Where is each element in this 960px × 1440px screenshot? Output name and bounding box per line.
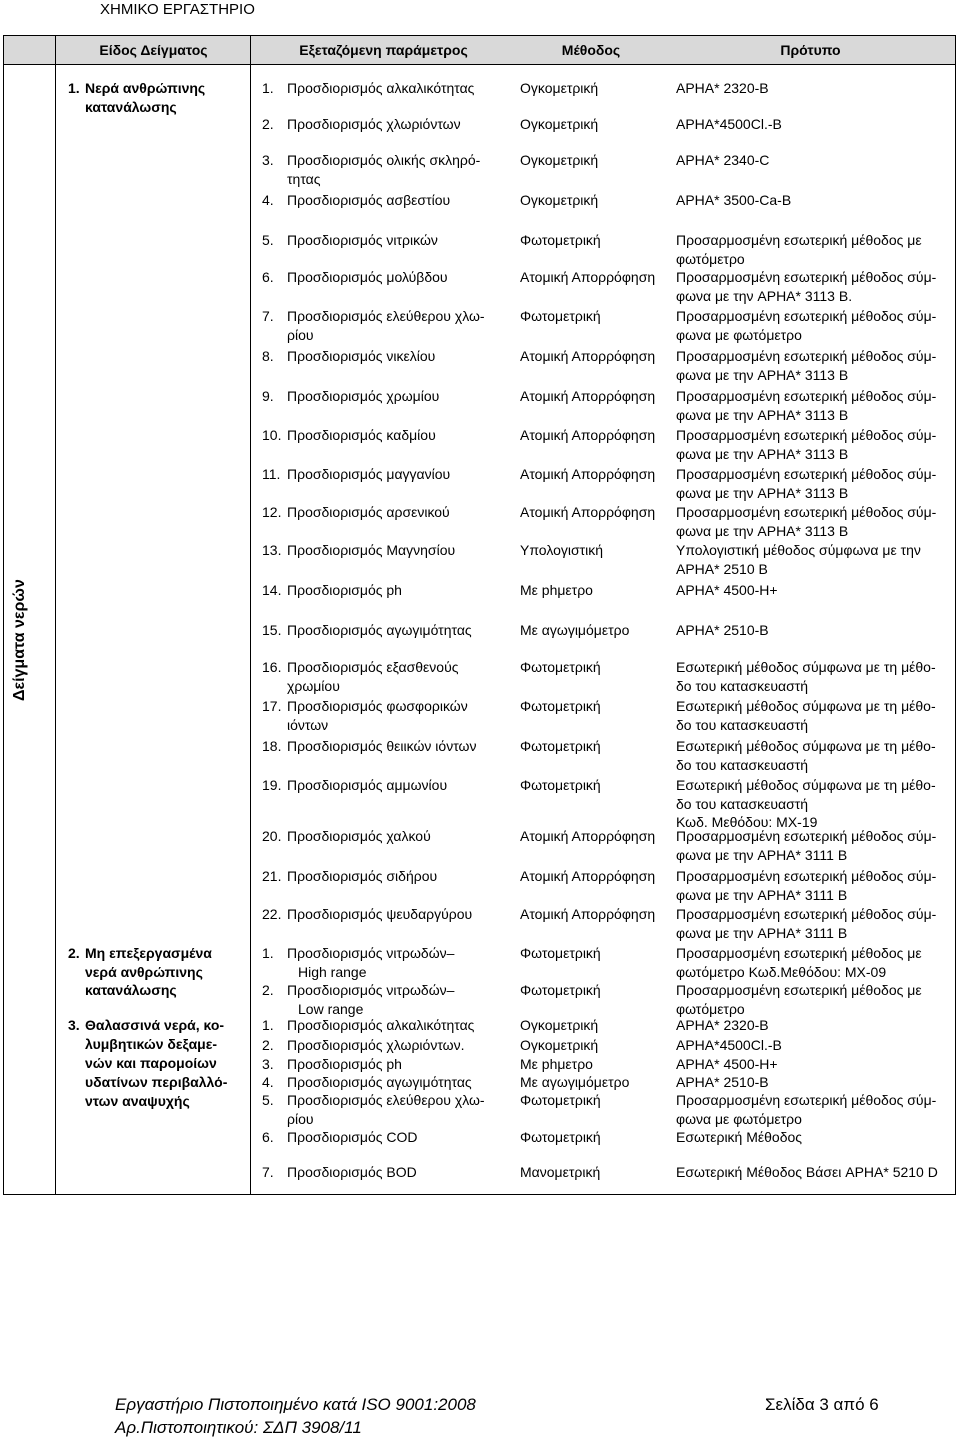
row-number: 10. bbox=[262, 427, 282, 443]
section-number: 2. bbox=[68, 945, 80, 961]
standard-text: δο του κατασκευαστή bbox=[676, 795, 809, 812]
parameter-cell bbox=[287, 151, 480, 188]
row-number: 5. bbox=[262, 232, 274, 248]
row-number: 11. bbox=[262, 466, 281, 482]
table-row bbox=[0, 465, 960, 501]
standard-text: APHA* 4500-H+ bbox=[676, 582, 778, 598]
row-number: 7. bbox=[262, 308, 274, 324]
table-row bbox=[0, 581, 960, 598]
column-header-standard: Πρότυπο bbox=[780, 42, 841, 58]
row-number: 8. bbox=[262, 348, 274, 364]
method-text: Ατομική Απορρόφηση bbox=[520, 466, 656, 482]
standard-text: APHA*4500Cl.-B bbox=[676, 1037, 782, 1053]
parameter-cell bbox=[287, 1016, 474, 1035]
parameter-text: ρίου bbox=[287, 326, 314, 343]
standard-cell bbox=[676, 581, 778, 600]
parameter-cell bbox=[287, 1036, 464, 1055]
parameter-cell bbox=[287, 1128, 418, 1147]
parameter-text: Προσδιορισμός θειικών ιόντων bbox=[287, 738, 477, 754]
table-row bbox=[0, 268, 960, 304]
table-row bbox=[0, 307, 960, 343]
standard-text: φωνα με την APHA* 3111 B bbox=[676, 846, 848, 863]
standard-cell bbox=[676, 307, 936, 344]
parameter-cell bbox=[287, 465, 450, 484]
method-text: Υπολογιστική bbox=[520, 542, 604, 558]
parameter-text: Προσδιορισμός νιτρωδών– bbox=[287, 945, 455, 961]
standard-text: Εσωτερική Μέθοδος bbox=[676, 1129, 803, 1145]
section-title-line: Θαλασσινά νερά, κο- bbox=[85, 1017, 225, 1033]
parameter-cell bbox=[287, 737, 476, 756]
standard-cell bbox=[676, 231, 922, 268]
parameter-cell bbox=[287, 776, 447, 795]
method-text: Φωτομετρική bbox=[520, 308, 601, 324]
table-row bbox=[0, 503, 960, 539]
table-row bbox=[0, 231, 960, 267]
standard-text: φωνα με την APHA* 3113 B. bbox=[676, 287, 853, 304]
standard-text: APHA* 2320-B bbox=[676, 80, 769, 96]
section-title bbox=[85, 1016, 227, 1111]
row-number: 2. bbox=[262, 116, 274, 132]
row-number: 7. bbox=[262, 1164, 274, 1180]
method-text: Με phμετρο bbox=[520, 1056, 593, 1072]
standard-cell bbox=[676, 541, 921, 578]
standard-text: Προσαρμοσμένη εσωτερική μέθοδος σύμ- bbox=[676, 388, 937, 404]
standard-cell bbox=[676, 503, 936, 540]
section-title-line: κατανάλωσης bbox=[85, 982, 177, 998]
row-number: 22. bbox=[262, 906, 282, 922]
parameter-text: Προσδιορισμός χαλκού bbox=[287, 828, 431, 844]
section-title-line: κατανάλωσης bbox=[85, 98, 177, 115]
parameter-text: High range bbox=[298, 963, 367, 980]
method-text: Φωτομετρική bbox=[520, 738, 601, 754]
standard-text: φωνα με την APHA* 3113 B bbox=[676, 366, 849, 383]
table-row bbox=[0, 905, 960, 941]
standard-text: φωνα με την APHA* 3113 B bbox=[676, 406, 849, 423]
parameter-cell bbox=[287, 1163, 417, 1182]
row-number: 2. bbox=[262, 982, 274, 998]
row-number: 18. bbox=[262, 738, 282, 754]
row-number: 4. bbox=[262, 192, 274, 208]
section-title-line: λυμβητικών δεξαμε- bbox=[85, 1036, 218, 1052]
standard-cell bbox=[676, 1055, 778, 1074]
standard-cell bbox=[676, 737, 936, 774]
standard-text: Προσαρμοσμένη εσωτερική μέθοδος σύμ- bbox=[676, 308, 937, 324]
table-row bbox=[0, 776, 960, 830]
section-title bbox=[85, 79, 205, 116]
row-number: 2. bbox=[262, 1037, 274, 1053]
standard-text: Εσωτερική μέθοδος σύμφωνα με τη μέθο- bbox=[676, 777, 936, 793]
standard-cell bbox=[676, 465, 936, 502]
standard-cell bbox=[676, 115, 782, 134]
standard-text: APHA* 3500-Ca-B bbox=[676, 192, 792, 208]
method-text: Ατομική Απορρόφηση bbox=[520, 348, 656, 364]
standard-text: δο του κατασκευαστή bbox=[676, 677, 809, 694]
standard-text: φωτόμετρο bbox=[676, 1000, 745, 1017]
standard-cell bbox=[676, 827, 936, 864]
standard-cell bbox=[676, 905, 936, 942]
parameter-text: Προσδιορισμός σιδήρου bbox=[287, 868, 438, 884]
standard-text: Προσαρμοσμένη εσωτερική μέθοδος σύμ- bbox=[676, 427, 937, 443]
parameter-text: Προσδιορισμός ph bbox=[287, 582, 402, 598]
standard-cell bbox=[676, 268, 936, 305]
standard-text: Προσαρμοσμένη εσωτερική μέθοδος σύμ- bbox=[676, 466, 937, 482]
standard-text: φωνα με φωτόμετρο bbox=[676, 326, 802, 343]
standard-text: APHA* 2320-B bbox=[676, 1017, 769, 1033]
method-text: Μανομετρική bbox=[520, 1164, 601, 1180]
parameter-cell bbox=[287, 1073, 472, 1092]
column-header-method: Μέθοδος bbox=[561, 42, 621, 58]
row-number: 9. bbox=[262, 388, 274, 404]
standard-text: Υπολογιστική μέθοδος σύμφωνα με την bbox=[676, 542, 921, 558]
standard-cell bbox=[676, 1163, 938, 1182]
standard-text: φωνα με την APHA* 3113 B bbox=[676, 445, 849, 462]
table-row bbox=[0, 426, 960, 462]
page-number: Σελίδα 3 από 6 bbox=[765, 1395, 879, 1414]
method-text: Ατομική Απορρόφηση bbox=[520, 504, 656, 520]
method-text: Ατομική Απορρόφηση bbox=[520, 906, 656, 922]
standard-cell bbox=[676, 151, 769, 170]
parameter-cell bbox=[287, 1091, 485, 1128]
row-number: 19. bbox=[262, 777, 282, 793]
method-text: Φωτομετρική bbox=[520, 232, 601, 248]
method-text: Ατομική Απορρόφηση bbox=[520, 868, 656, 884]
standard-cell bbox=[676, 426, 936, 463]
table-row bbox=[0, 658, 960, 694]
column-divider bbox=[250, 36, 251, 1194]
row-number: 20. bbox=[262, 828, 282, 844]
column-header-parameter: Εξεταζόμενη παράμετρος bbox=[299, 42, 468, 58]
standard-text: Εσωτερική μέθοδος σύμφωνα με τη μέθο- bbox=[676, 738, 936, 754]
parameter-text: Προσδιορισμός νιτρικών bbox=[287, 232, 438, 248]
parameter-cell bbox=[287, 697, 468, 734]
parameter-text: Προσδιορισμός χλωριόντων. bbox=[287, 1037, 465, 1053]
footer-certification: Εργαστήριο Πιστοποιημένο κατά ISO 9001:2008 bbox=[115, 1395, 476, 1414]
row-number: 1. bbox=[262, 80, 274, 96]
section-title-line: νών και παρομοίων bbox=[85, 1055, 217, 1071]
table-row bbox=[0, 347, 960, 383]
parameter-cell bbox=[287, 387, 439, 406]
parameter-cell bbox=[287, 268, 448, 287]
table-row bbox=[0, 827, 960, 863]
table-row bbox=[0, 191, 960, 208]
parameter-text: Προσδιορισμός ψευδαργύρου bbox=[287, 906, 473, 922]
parameter-cell bbox=[287, 503, 450, 522]
parameter-text: Low range bbox=[298, 1000, 364, 1017]
row-number: 17. bbox=[262, 698, 282, 714]
table-row bbox=[0, 737, 960, 773]
standard-text: Προσαρμοσμένη εσωτερική μέθοδος με bbox=[676, 945, 922, 961]
method-text: Ογκομετρική bbox=[520, 80, 599, 96]
parameter-text: Προσδιορισμός BOD bbox=[287, 1164, 417, 1180]
method-text: Ατομική Απορρόφηση bbox=[520, 388, 656, 404]
standard-cell bbox=[676, 776, 936, 832]
standard-text: Εσωτερική Μέθοδος Βάσει APHA* 5210 D bbox=[676, 1164, 938, 1180]
row-number: 16. bbox=[262, 659, 282, 675]
standard-text: φωτόμετρο Κωδ.Μεθόδου: ΜΧ-09 bbox=[676, 963, 887, 980]
standard-text: Προσαρμοσμένη εσωτερική μέθοδος σύμ- bbox=[676, 906, 937, 922]
method-text: Ογκομετρική bbox=[520, 152, 599, 168]
table-row bbox=[0, 541, 960, 577]
table-header bbox=[4, 36, 955, 65]
standard-cell bbox=[676, 1128, 802, 1147]
row-number: 6. bbox=[262, 1129, 274, 1145]
parameter-text: χρωμίου bbox=[287, 677, 340, 694]
parameter-text: Προσδιορισμός μαγγανίου bbox=[287, 466, 451, 482]
parameter-text: Προσδιορισμός αρσενικού bbox=[287, 504, 450, 520]
parameter-cell bbox=[287, 231, 438, 250]
standard-text: Προσαρμοσμένη εσωτερική μέθοδος σύμ- bbox=[676, 348, 937, 364]
standard-text: φωνα με φωτόμετρο bbox=[676, 1110, 802, 1127]
row-number: 15. bbox=[262, 622, 282, 638]
table-row bbox=[0, 115, 960, 132]
standard-text: Προσαρμοσμένη εσωτερική μέθοδος σύμ- bbox=[676, 269, 937, 285]
parameter-text: Προσδιορισμός χρωμίου bbox=[287, 388, 440, 404]
table-row bbox=[0, 387, 960, 423]
standard-cell bbox=[676, 79, 769, 98]
standard-text: Προσαρμοσμένη εσωτερική μέθοδος σύμ- bbox=[676, 504, 937, 520]
method-text: Με αγωγιμόμετρο bbox=[520, 622, 630, 638]
parameter-cell bbox=[287, 347, 435, 366]
method-text: Με phμετρο bbox=[520, 582, 593, 598]
table-row bbox=[0, 151, 960, 187]
parameter-text: Προσδιορισμός χλωριόντων bbox=[287, 116, 461, 132]
method-text: Ογκομετρική bbox=[520, 1037, 599, 1053]
standard-text: φωνα με την APHA* 3113 B bbox=[676, 484, 849, 501]
parameter-cell bbox=[287, 905, 472, 924]
standard-text: APHA*4500Cl.-B bbox=[676, 116, 782, 132]
standard-text: Προσαρμοσμένη εσωτερική μέθοδος σύμ- bbox=[676, 828, 937, 844]
table-row bbox=[0, 1128, 960, 1145]
standard-cell bbox=[676, 1036, 782, 1055]
standard-text: APHA* 2510 B bbox=[676, 560, 768, 577]
parameter-cell bbox=[287, 867, 437, 886]
parameter-text: Προσδιορισμός νικελίου bbox=[287, 348, 436, 364]
row-number: 6. bbox=[262, 269, 274, 285]
parameter-cell bbox=[287, 541, 455, 560]
parameter-text: Προσδιορισμός ελεύθερου χλω- bbox=[287, 1092, 485, 1108]
row-number: 1. bbox=[262, 1017, 274, 1033]
side-label-water-samples: Δείγματα νερών bbox=[11, 579, 28, 701]
standard-text: Εσωτερική μέθοδος σύμφωνα με τη μέθο- bbox=[676, 698, 936, 714]
standard-text: δο του κατασκευαστή bbox=[676, 756, 809, 773]
standard-text: φωνα με την APHA* 3113 B bbox=[676, 522, 849, 539]
parameter-cell bbox=[287, 1055, 402, 1074]
section-title bbox=[85, 944, 212, 1000]
method-text: Ατομική Απορρόφηση bbox=[520, 269, 656, 285]
parameter-text: Προσδιορισμός ph bbox=[287, 1056, 402, 1072]
standard-text: Κωδ. Μεθόδου: ΜΧ-19 bbox=[676, 814, 818, 830]
parameter-cell bbox=[287, 426, 436, 445]
table-row bbox=[0, 621, 960, 638]
parameter-text: Προσδιορισμός νιτρωδών– bbox=[287, 982, 455, 998]
section-title-line: νερά ανθρώπινης bbox=[85, 963, 203, 980]
standard-text: φωνα με την APHA* 3111 B bbox=[676, 886, 848, 903]
parameter-text: ιόντων bbox=[287, 716, 329, 733]
standard-text: APHA* 4500-H+ bbox=[676, 1056, 778, 1072]
method-text: Με αγωγιμόμετρο bbox=[520, 1074, 630, 1090]
parameter-text: Προσδιορισμός αγωγιμότητας bbox=[287, 622, 472, 638]
row-number: 5. bbox=[262, 1092, 274, 1108]
parameter-text: Προσδιορισμός ελεύθερου χλω- bbox=[287, 308, 485, 324]
parameter-cell bbox=[287, 581, 402, 600]
standard-text: φωνα με την APHA* 3111 B bbox=[676, 924, 848, 941]
parameter-cell bbox=[287, 658, 458, 695]
method-text: Ατομική Απορρόφηση bbox=[520, 427, 656, 443]
standard-cell bbox=[676, 621, 769, 640]
parameter-cell bbox=[287, 944, 454, 981]
method-text: Φωτομετρική bbox=[520, 698, 601, 714]
standard-cell bbox=[676, 981, 922, 1018]
standard-text: Προσαρμοσμένη εσωτερική μέθοδος με bbox=[676, 982, 922, 998]
parameter-cell bbox=[287, 115, 461, 134]
standard-text: Προσαρμοσμένη εσωτερική μέθοδος σύμ- bbox=[676, 1092, 937, 1108]
parameter-cell bbox=[287, 79, 474, 98]
column-header-sample-type: Είδος Δείγματος bbox=[99, 42, 208, 58]
parameter-text: Προσδιορισμός αλκαλικότητας bbox=[287, 80, 475, 96]
parameter-cell bbox=[287, 621, 472, 640]
table-row bbox=[0, 867, 960, 903]
parameter-text: Προσδιορισμός ασβεστίου bbox=[287, 192, 451, 208]
section-number: 3. bbox=[68, 1017, 80, 1033]
row-number: 3. bbox=[262, 152, 274, 168]
standard-text: Προσαρμοσμένη εσωτερική μέθοδος με bbox=[676, 232, 922, 248]
method-text: Φωτομετρική bbox=[520, 982, 601, 998]
method-text: Φωτομετρική bbox=[520, 1092, 601, 1108]
parameter-cell bbox=[287, 981, 454, 1018]
standard-cell bbox=[676, 1016, 769, 1035]
standard-text: APHA* 2510-B bbox=[676, 622, 769, 638]
parameter-text: Προσδιορισμός καδμίου bbox=[287, 427, 436, 443]
method-text: Φωτομετρική bbox=[520, 659, 601, 675]
method-text: Φωτομετρική bbox=[520, 945, 601, 961]
standard-cell bbox=[676, 658, 936, 695]
standard-text: APHA* 2340-C bbox=[676, 152, 770, 168]
standard-cell bbox=[676, 387, 936, 424]
row-number: 13. bbox=[262, 542, 282, 558]
method-text: Ογκομετρική bbox=[520, 116, 599, 132]
method-text: Ογκομετρική bbox=[520, 192, 599, 208]
page-title: ΧΗΜΙΚΟ ΕΡΓΑΣΤΗΡΙΟ bbox=[100, 1, 255, 18]
row-number: 21. bbox=[262, 868, 282, 884]
method-text: Φωτομετρική bbox=[520, 777, 601, 793]
section-title-line: Νερά ανθρώπινης bbox=[85, 80, 206, 96]
parameter-text: τητας bbox=[287, 170, 321, 187]
standard-text: Εσωτερική μέθοδος σύμφωνα με τη μέθο- bbox=[676, 659, 936, 675]
standard-text: Προσαρμοσμένη εσωτερική μέθοδος σύμ- bbox=[676, 868, 937, 884]
table-row bbox=[0, 697, 960, 733]
method-text: Ατομική Απορρόφηση bbox=[520, 828, 656, 844]
standard-cell bbox=[676, 1073, 769, 1092]
parameter-text: Προσδιορισμός Μαγνησίου bbox=[287, 542, 456, 558]
row-number: 14. bbox=[262, 582, 282, 598]
standard-cell bbox=[676, 191, 791, 210]
parameter-text: Προσδιορισμός ολικής σκληρό- bbox=[287, 152, 481, 168]
section-title-line: υδατίνων περιβαλλό- bbox=[85, 1074, 228, 1090]
parameter-text: ρίου bbox=[287, 1110, 314, 1127]
standard-text: APHA* 2510-B bbox=[676, 1074, 769, 1090]
method-text: Φωτομετρική bbox=[520, 1129, 601, 1145]
parameter-text: Προσδιορισμός COD bbox=[287, 1129, 418, 1145]
standard-cell bbox=[676, 1091, 936, 1128]
standard-cell bbox=[676, 944, 922, 981]
parameter-cell bbox=[287, 307, 485, 344]
row-number: 4. bbox=[262, 1074, 274, 1090]
footer-certificate-number: Αρ.Πιστοποιητικού: ΣΔΠ 3908/11 bbox=[115, 1418, 362, 1437]
section-title-line: ντων αναψυχής bbox=[85, 1093, 190, 1109]
method-text: Ογκομετρική bbox=[520, 1017, 599, 1033]
parameter-text: Προσδιορισμός αγωγιμότητας bbox=[287, 1074, 472, 1090]
standard-cell bbox=[676, 867, 936, 904]
parameter-text: Προσδιορισμός αμμωνίου bbox=[287, 777, 448, 793]
parameter-text: Προσδιορισμός μολύβδου bbox=[287, 269, 448, 285]
standard-cell bbox=[676, 347, 936, 384]
standard-text: φωτόμετρο bbox=[676, 250, 745, 267]
parameter-text: Προσδιορισμός φωσφορικών bbox=[287, 698, 468, 714]
row-number: 3. bbox=[262, 1056, 274, 1072]
column-divider bbox=[55, 36, 56, 1194]
row-number: 12. bbox=[262, 504, 282, 520]
standard-text: δο του κατασκευαστή bbox=[676, 716, 809, 733]
row-number: 1. bbox=[262, 945, 274, 961]
parameter-cell bbox=[287, 191, 450, 210]
parameter-cell bbox=[287, 827, 431, 846]
table-row bbox=[0, 1163, 960, 1180]
parameter-text: Προσδιορισμός αλκαλικότητας bbox=[287, 1017, 475, 1033]
section-title-line: Μη επεξεργασμένα bbox=[85, 945, 212, 961]
parameter-text: Προσδιορισμός εξασθενούς bbox=[287, 659, 459, 675]
standard-cell bbox=[676, 697, 936, 734]
section-number: 1. bbox=[68, 80, 80, 96]
